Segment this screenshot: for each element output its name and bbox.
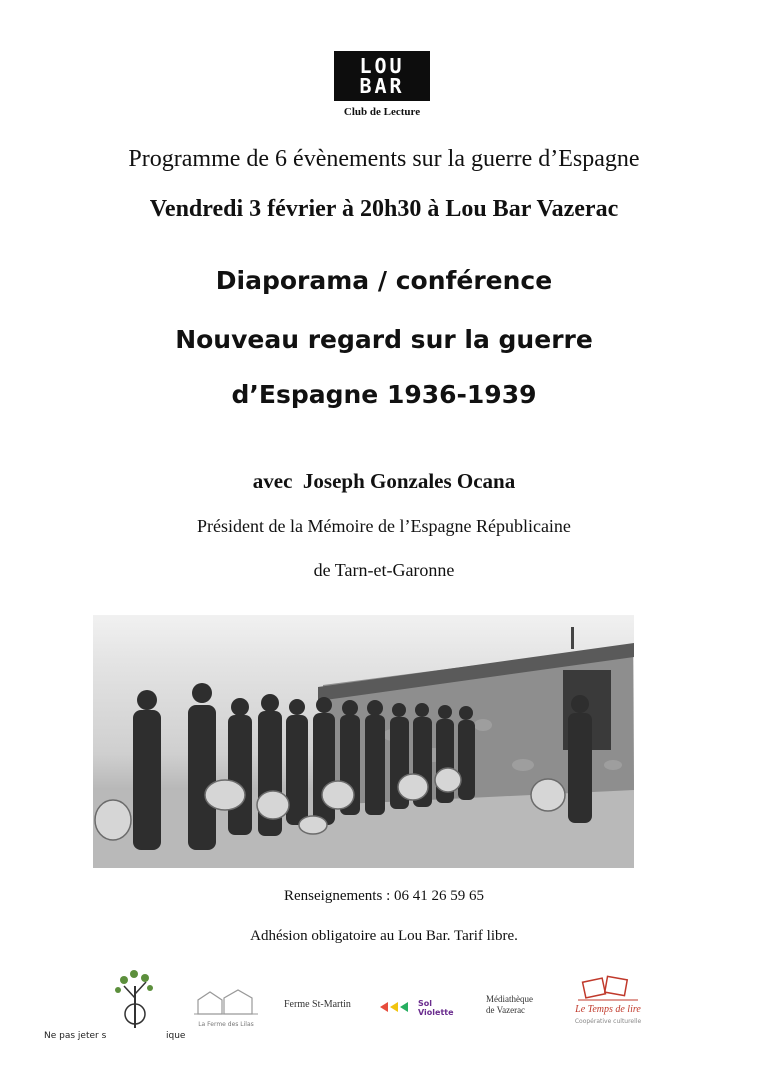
temps-de-lire-subtitle: Coopérative culturelle bbox=[574, 1018, 642, 1025]
logo-subtitle: Club de Lecture bbox=[343, 106, 421, 118]
footer-note-start: Ne pas jeter s bbox=[44, 1031, 107, 1041]
ferme-st-martin-label: Ferme St-Martin bbox=[284, 999, 351, 1010]
sol-violette-logo bbox=[380, 996, 460, 1016]
mediatheque-line-1: Médiathèque bbox=[486, 994, 533, 1004]
title-line-3: d’Espagne 1936-1939 bbox=[231, 380, 537, 409]
books-icon bbox=[578, 974, 638, 1002]
speaker-role-line-1: Président de la Mémoire de l’Espagne Républicaine bbox=[197, 516, 571, 536]
title-line-2: Nouveau regard sur la guerre bbox=[175, 325, 593, 354]
logo-line-2: BAR bbox=[359, 73, 405, 98]
title-line-1: Diaporama / conférence bbox=[215, 266, 553, 295]
membership-note: Adhésion obligatoire au Lou Bar. Tarif libre. bbox=[250, 928, 518, 944]
sol-violette-icon bbox=[380, 1000, 416, 1014]
mediatheque-line-2: de Vazerac bbox=[486, 1005, 526, 1015]
event-date: Vendredi 3 février à 20h30 à Lou Bar Vazerac bbox=[149, 196, 619, 222]
photo-illustration bbox=[93, 615, 634, 868]
photo-chimney bbox=[571, 627, 574, 649]
speaker-name: avec Joseph Gonzales Ocana bbox=[252, 469, 516, 493]
temps-de-lire-label: Le Temps de lire bbox=[575, 1004, 641, 1015]
farm-building-icon bbox=[194, 988, 258, 1016]
logo-line-1: LOU bbox=[359, 53, 405, 78]
ferme-des-lilas-label: La Ferme des Lilas bbox=[198, 1021, 254, 1028]
program-heading: Programme de 6 évènements sur la guerre d’Espagne bbox=[128, 146, 640, 172]
historical-photo bbox=[93, 615, 634, 868]
tree-icon bbox=[112, 968, 158, 1030]
footer-note-end: ique bbox=[166, 1031, 186, 1041]
contact-info: Renseignements : 06 41 26 59 65 bbox=[284, 888, 484, 904]
ferme-des-lilas-logo bbox=[194, 988, 258, 1028]
mediatheque-logo bbox=[486, 994, 533, 1016]
speaker-role-line-2: de Tarn-et-Garonne bbox=[313, 560, 455, 580]
sol-violette-label: Sol Violette bbox=[418, 999, 454, 1017]
temps-de-lire-logo bbox=[560, 974, 656, 1032]
tree-logo bbox=[112, 968, 158, 1030]
lou-bar-logo bbox=[334, 51, 430, 101]
